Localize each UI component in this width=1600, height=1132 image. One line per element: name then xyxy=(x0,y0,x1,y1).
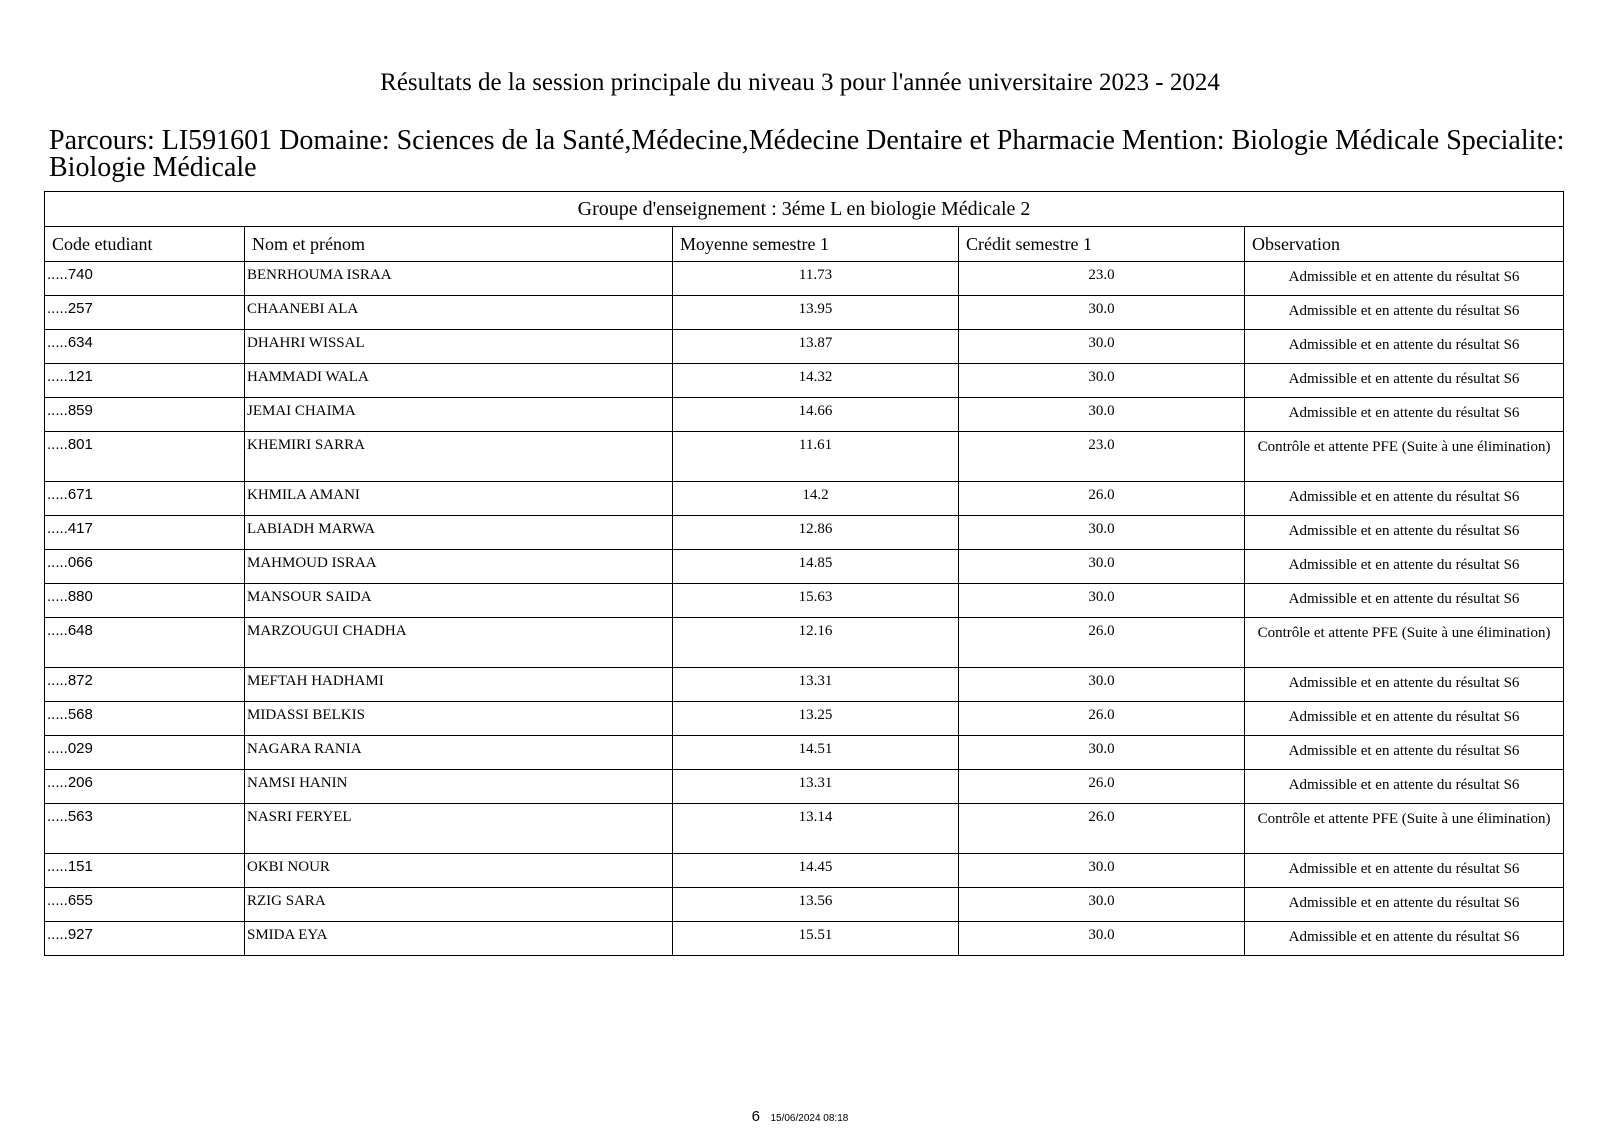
page-title: Résultats de la session principale du niveau 3 pour l'année universitaire 2023 - 2024 xyxy=(380,69,1220,96)
cell-name: OKBI NOUR xyxy=(245,854,673,888)
cell-name: MIDASSI BELKIS xyxy=(245,702,673,736)
cell-name: CHAANEBI ALA xyxy=(245,296,673,330)
results-table xyxy=(44,191,1564,956)
table-row xyxy=(45,804,1564,854)
cell-code: .....859 xyxy=(45,398,245,432)
cell-moyenne: 13.14 xyxy=(673,804,959,854)
cell-observation: Admissible et en attente du résultat S6 xyxy=(1245,296,1564,330)
cell-name: HAMMADI WALA xyxy=(245,364,673,398)
table-row xyxy=(45,262,1564,296)
cell-observation: Admissible et en attente du résultat S6 xyxy=(1245,668,1564,702)
table-row xyxy=(45,330,1564,364)
table-row xyxy=(45,922,1564,956)
table-row xyxy=(45,516,1564,550)
table-row xyxy=(45,854,1564,888)
cell-moyenne: 13.31 xyxy=(673,770,959,804)
cell-credit: 30.0 xyxy=(959,550,1245,584)
print-timestamp: 15/06/2024 08:18 xyxy=(770,1113,849,1124)
cell-observation: Admissible et en attente du résultat S6 xyxy=(1245,854,1564,888)
page-number: 6 xyxy=(751,1108,761,1125)
cell-moyenne: 13.95 xyxy=(673,296,959,330)
cell-code: .....151 xyxy=(45,854,245,888)
cell-observation: Admissible et en attente du résultat S6 xyxy=(1245,516,1564,550)
cell-name: BENRHOUMA ISRAA xyxy=(245,262,673,296)
cell-moyenne: 12.86 xyxy=(673,516,959,550)
cell-observation: Contrôle et attente PFE (Suite à une élimination) xyxy=(1245,618,1564,668)
group-title: Groupe d'enseignement : 3éme L en biologie Médicale 2 xyxy=(45,192,1564,227)
cell-observation: Admissible et en attente du résultat S6 xyxy=(1245,398,1564,432)
cell-name: NAGARA RANIA xyxy=(245,736,673,770)
cell-code: .....066 xyxy=(45,550,245,584)
cell-observation: Admissible et en attente du résultat S6 xyxy=(1245,482,1564,516)
cell-observation: Admissible et en attente du résultat S6 xyxy=(1245,364,1564,398)
cell-credit: 23.0 xyxy=(959,432,1245,482)
table-row xyxy=(45,770,1564,804)
cell-observation: Contrôle et attente PFE (Suite à une élimination) xyxy=(1245,804,1564,854)
cell-code: .....121 xyxy=(45,364,245,398)
cell-code: .....872 xyxy=(45,668,245,702)
cell-code: .....563 xyxy=(45,804,245,854)
cell-credit: 30.0 xyxy=(959,736,1245,770)
cell-credit: 26.0 xyxy=(959,482,1245,516)
cell-name: MAHMOUD ISRAA xyxy=(245,550,673,584)
cell-credit: 30.0 xyxy=(959,668,1245,702)
cell-name: JEMAI CHAIMA xyxy=(245,398,673,432)
cell-credit: 23.0 xyxy=(959,262,1245,296)
cell-credit: 26.0 xyxy=(959,770,1245,804)
cell-credit: 30.0 xyxy=(959,330,1245,364)
table-row xyxy=(45,736,1564,770)
cell-code: .....648 xyxy=(45,618,245,668)
table-row xyxy=(45,550,1564,584)
cell-name: NASRI FERYEL xyxy=(245,804,673,854)
cell-moyenne: 11.61 xyxy=(673,432,959,482)
cell-code: .....257 xyxy=(45,296,245,330)
cell-name: KHMILA AMANI xyxy=(245,482,673,516)
cell-credit: 30.0 xyxy=(959,922,1245,956)
cell-moyenne: 14.45 xyxy=(673,854,959,888)
cell-credit: 26.0 xyxy=(959,804,1245,854)
cell-moyenne: 14.51 xyxy=(673,736,959,770)
cell-code: .....568 xyxy=(45,702,245,736)
cell-credit: 30.0 xyxy=(959,398,1245,432)
cell-observation: Admissible et en attente du résultat S6 xyxy=(1245,584,1564,618)
cell-credit: 26.0 xyxy=(959,618,1245,668)
cell-moyenne: 14.2 xyxy=(673,482,959,516)
cell-observation: Admissible et en attente du résultat S6 xyxy=(1245,922,1564,956)
cell-moyenne: 13.25 xyxy=(673,702,959,736)
cell-name: RZIG SARA xyxy=(245,888,673,922)
cell-credit: 30.0 xyxy=(959,854,1245,888)
cell-moyenne: 13.87 xyxy=(673,330,959,364)
table-row xyxy=(45,364,1564,398)
table-row xyxy=(45,482,1564,516)
cell-moyenne: 15.63 xyxy=(673,584,959,618)
cell-name: MANSOUR SAIDA xyxy=(245,584,673,618)
cell-code: .....417 xyxy=(45,516,245,550)
cell-observation: Admissible et en attente du résultat S6 xyxy=(1245,770,1564,804)
cell-observation: Admissible et en attente du résultat S6 xyxy=(1245,736,1564,770)
cell-observation: Admissible et en attente du résultat S6 xyxy=(1245,888,1564,922)
table-row xyxy=(45,702,1564,736)
cell-code: .....880 xyxy=(45,584,245,618)
cell-observation: Contrôle et attente PFE (Suite à une élimination) xyxy=(1245,432,1564,482)
cell-moyenne: 11.73 xyxy=(673,262,959,296)
header-code: Code etudiant xyxy=(45,227,245,262)
header-credit: Crédit semestre 1 xyxy=(959,227,1245,262)
cell-name: KHEMIRI SARRA xyxy=(245,432,673,482)
cell-moyenne: 13.31 xyxy=(673,668,959,702)
cell-credit: 30.0 xyxy=(959,888,1245,922)
cell-name: DHAHRI WISSAL xyxy=(245,330,673,364)
cell-credit: 30.0 xyxy=(959,516,1245,550)
cell-moyenne: 13.56 xyxy=(673,888,959,922)
cell-credit: 30.0 xyxy=(959,584,1245,618)
table-row xyxy=(45,432,1564,482)
cell-code: .....029 xyxy=(45,736,245,770)
cell-observation: Admissible et en attente du résultat S6 xyxy=(1245,702,1564,736)
cell-name: SMIDA EYA xyxy=(245,922,673,956)
cell-credit: 30.0 xyxy=(959,364,1245,398)
header-observation: Observation xyxy=(1245,227,1564,262)
cell-code: .....206 xyxy=(45,770,245,804)
cell-name: MARZOUGUI CHADHA xyxy=(245,618,673,668)
cell-code: .....801 xyxy=(45,432,245,482)
cell-code: .....671 xyxy=(45,482,245,516)
cell-observation: Admissible et en attente du résultat S6 xyxy=(1245,330,1564,364)
cell-moyenne: 12.16 xyxy=(673,618,959,668)
cell-observation: Admissible et en attente du résultat S6 xyxy=(1245,550,1564,584)
table-row xyxy=(45,668,1564,702)
parcours-heading: Parcours: LI591601 Domaine: Sciences de la Santé,Médecine,Médecine Dentaire et Pharmacie Mention: Biologie Médicale Specialite: Biologie Médicale xyxy=(49,125,1565,183)
cell-moyenne: 15.51 xyxy=(673,922,959,956)
cell-moyenne: 14.32 xyxy=(673,364,959,398)
header-moyenne: Moyenne semestre 1 xyxy=(673,227,959,262)
table-row xyxy=(45,584,1564,618)
table-row xyxy=(45,618,1564,668)
cell-name: MEFTAH HADHAMI xyxy=(245,668,673,702)
page-footer xyxy=(0,1108,1600,1126)
table-row xyxy=(45,398,1564,432)
table-row xyxy=(45,888,1564,922)
header-name: Nom et prénom xyxy=(245,227,673,262)
cell-name: NAMSI HANIN xyxy=(245,770,673,804)
results-body xyxy=(45,262,1564,956)
cell-moyenne: 14.85 xyxy=(673,550,959,584)
cell-code: .....655 xyxy=(45,888,245,922)
cell-code: .....740 xyxy=(45,262,245,296)
cell-credit: 30.0 xyxy=(959,296,1245,330)
cell-name: LABIADH MARWA xyxy=(245,516,673,550)
cell-code: .....927 xyxy=(45,922,245,956)
cell-observation: Admissible et en attente du résultat S6 xyxy=(1245,262,1564,296)
cell-code: .....634 xyxy=(45,330,245,364)
table-row xyxy=(45,296,1564,330)
cell-moyenne: 14.66 xyxy=(673,398,959,432)
cell-credit: 26.0 xyxy=(959,702,1245,736)
